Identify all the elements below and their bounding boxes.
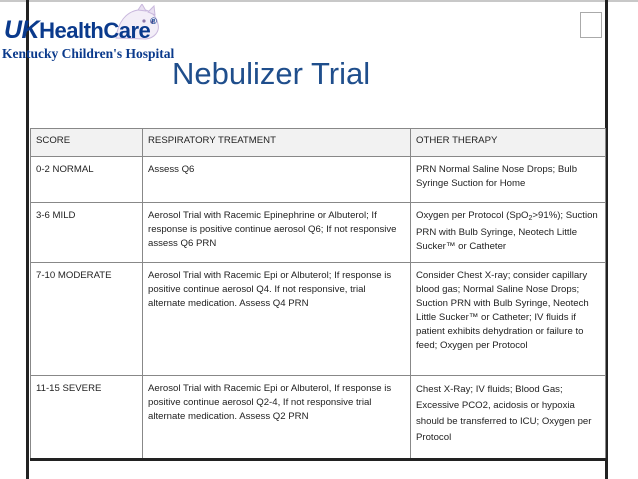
logo-wordmark: UKHealthCare® [4,16,157,44]
treatment-cell: Aerosol Trial with Racemic Epinephrine or Albuterol; If response is positive continue aerosol Q6; If not responsive assess Q6 PRN [143,203,411,263]
decorative-box [580,12,602,38]
score-cell: 11-15 SEVERE [31,376,143,460]
score-cell: 0-2 NORMAL [31,157,143,203]
treatment-cell: Aerosol Trial with Racemic Epi or Albuterol, If response is positive continue aerosol Q2-4, If not responsive trial alternate medication. Assess Q2 PRN [143,376,411,460]
page-title: Nebulizer Trial [172,56,371,91]
score-cell: 3-6 MILD [31,203,143,263]
header-score: SCORE [31,129,143,157]
other-therapy-cell: Oxygen per Protocol (SpO$_2$>91%); Suction PRN with Bulb Syringe, Neotech Little Sucker™ or Catheter [411,203,606,263]
table-row-normal [31,157,606,203]
header-other-therapy: OTHER THERAPY [411,129,606,157]
table-row-mild [31,203,606,263]
treatment-cell: Assess Q6 [143,157,411,203]
score-cell: 7-10 MODERATE [31,263,143,376]
table-header-row [31,129,606,157]
frame-left-border [26,0,29,479]
other-therapy-cell: Chest X-Ray; IV fluids; Blood Gas; Excessive PCO2, acidosis or hypoxia should be transferred to ICU; Oxygen per Protocol [411,376,606,460]
header-respiratory-treatment: RESPIRATORY TREATMENT [143,129,411,157]
other-therapy-cell: Consider Chest X-ray; consider capillary blood gas; Normal Saline Nose Drops; Suction PRN with Bulb Syringe, Neotech Little Sucker™ or Catheter; IV fluids if patient exhibits dehydration or failure to feed; Oxygen per Protocol [411,263,606,376]
logo-subtitle: Kentucky Children's Hospital [2,46,175,61]
nebulizer-trial-table [30,128,606,461]
table-row-moderate [31,263,606,376]
top-rule [0,0,638,2]
table-row-severe [31,376,606,460]
treatment-cell: Aerosol Trial with Racemic Epi or Albuterol; If response is positive continue aerosol Q4. If not responsive, trial alternate medication. Assess Q4 PRN [143,263,411,376]
uk-healthcare-logo [0,4,175,66]
other-therapy-cell: PRN Normal Saline Nose Drops; Bulb Syringe Suction for Home [411,157,606,203]
